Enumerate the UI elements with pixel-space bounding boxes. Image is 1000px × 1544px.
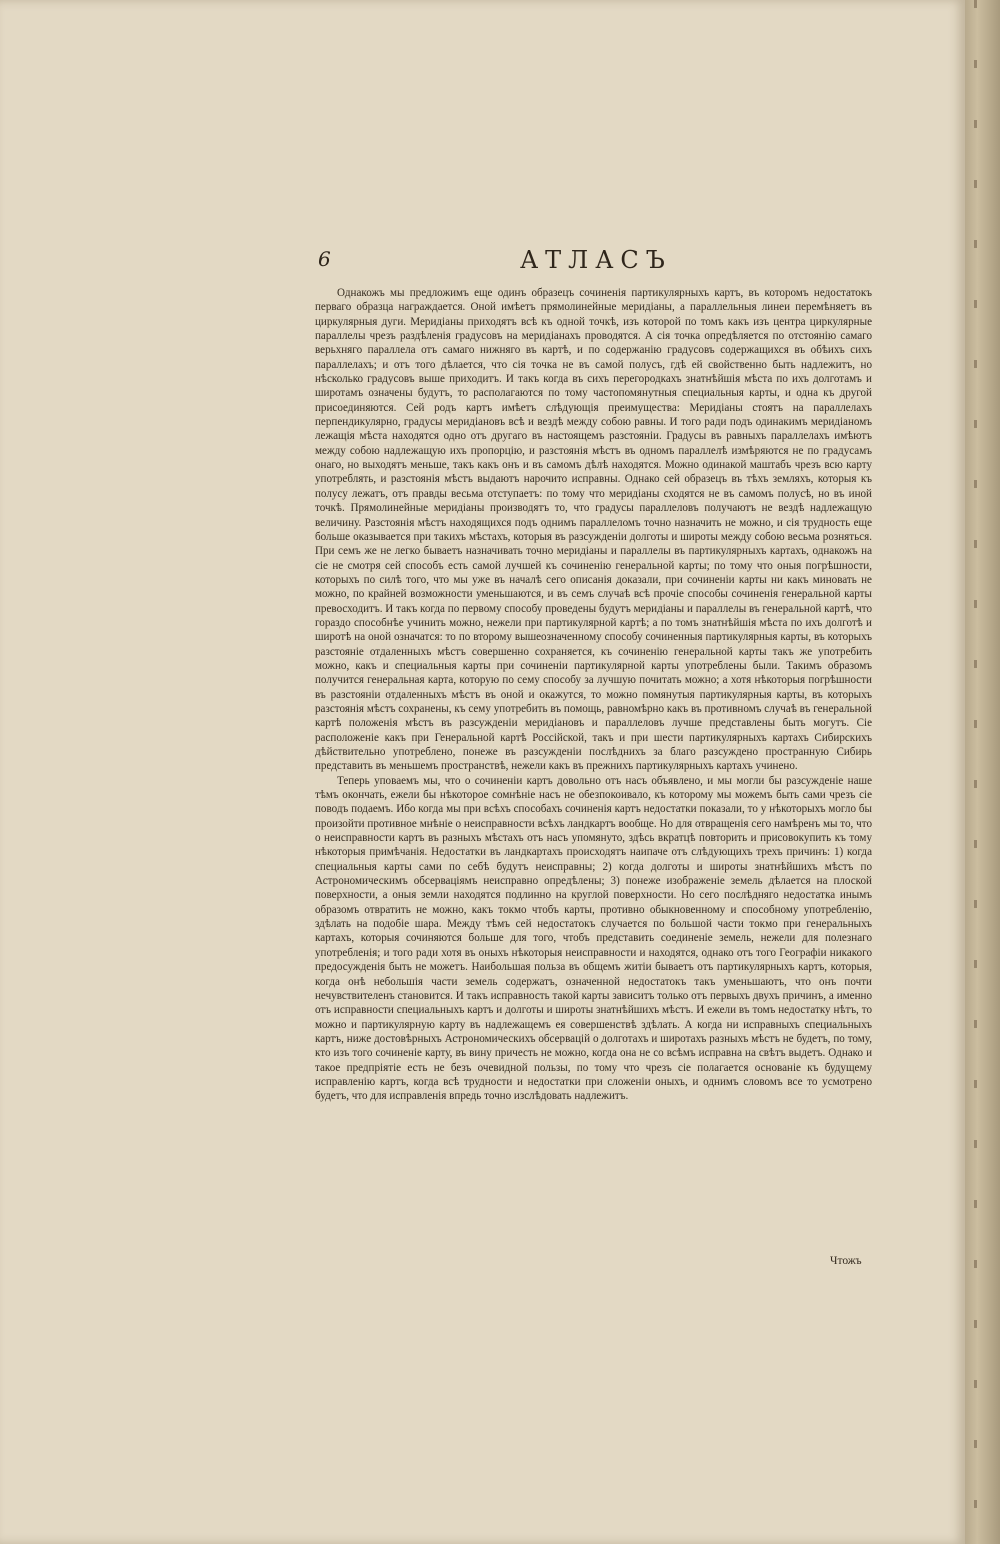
paragraph-2: Теперь уповаемъ мы, что о сочиненіи картъ довольно отъ насъ объявлено, и мы могли бы разсужденіе наше тѣмъ окончать, ежели бы нѣкоторое сомнѣніе насъ не обезпокоивало, къ которому мы можемъ быть сами чрезъ сіе поводъ подаемъ. Ибо когда мы при всѣхъ способахъ сочиненія картъ недостатки показали, то у нѣкоторыхъ могло бы произойти противное мнѣніе о неисправности всѣхъ ландкартъ вообще. Но для отвращенія сего намѣренъ мы то, что о неисправности картъ въ разныхъ мѣстахъ отъ насъ упомянуто, здѣсь вкратцѣ повторить и присовокупить къ тому нѣкоторыя примѣчанія. Недостатки въ ландкартахъ происходятъ наипаче отъ слѣдующихъ трехъ причинъ: 1) когда специальныя карты сами по себѣ будутъ неисправны; 2) когда долготы и широты знатнѣйшихъ мѣстъ по Астрономическимъ обсерваціямъ неисправно опредѣлены; 3) понеже изображеніе земель дѣлается на плоской поверхности, а оныя земли находятся подлинно на круглой поверхности. Но сего послѣдняго недостатка инымъ образомъ отвратить не можно, какъ токмо чтобъ карты, противно обыкновенному и способному употребленію, здѣлать на подобіе шара. Между тѣмъ сей недостатокъ случается по большой части токмо при генеральныхъ картахъ, которыя сочиняются больше для того, чтобъ представить соединеніе земель, нежели для полезнаго употребленія; и того ради хотя въ оныхъ нѣкоторыя неисправности и находятся, однако отъ того Географіи никакого предосужденія быть не можетъ. Наибольшая польза въ общемъ житіи бываетъ отъ партикулярныхъ картъ, которыя, когда онѣ небольшія части земель содержатъ, означенной недостатокъ такъ уменьшаютъ, что онъ почти нечувствителенъ становится. И такъ исправность такой карты зависитъ только отъ первыхъ двухъ причинъ, а именно отъ исправности специальныхъ картъ и долготы и широты знатнѣйшихъ мѣстъ. И ежели въ томъ недостатку нѣтъ, то можно и партикулярную карту въ надлежащемъ ея совершенствѣ здѣлать. А когда ни исправныхъ специальныхъ картъ, ниже достовѣрныхъ Астрономическихъ обсервацій о долготахъ и широтахъ разныхъ мѣстъ не будетъ, по тому, кто изъ того сочиненіе карту, въ вину причесть не можно, когда она не со всѣмъ исправна на свѣтъ выдетъ. Однако и такое предпріятіе есть не безъ очевидной пользы, по тому что чрезъ сіе полагается основаніе къ будущему исправленію картъ, когда всѣ трудности и недостатки при сложеніи оныхъ, и однимъ словомъ все то усмотрено будетъ, что для исправленія впредь точно изслѣдовать надлежитъ.	[315, 774, 872, 1103]
running-title: АТЛАСЪ	[520, 246, 672, 274]
page-number: 6	[318, 247, 331, 271]
paragraph-1: Однакожъ мы предложимъ еще одинъ образецъ сочиненія партикулярныхъ картъ, въ которомъ недостатокъ перваго образца награждается. Оной имѣетъ прямолинейные меридіаны, а параллельныя линеи перемѣняетъ въ циркулярныя дуги. Меридіаны приходятъ всѣ къ одной точкѣ, изъ которой по томъ какъ изъ центра циркулярные параллелы чрезъ раздѣленія градусовъ на меридіанахъ проводятся. А сія точка опредѣляется по отстоянію самаго верьхняго параллела отъ самаго нижняго въ картѣ, и по содержанію градусовъ содержащихся въ обѣихъ сихъ параллелахъ; и отъ того дѣлается, что сія точка не въ самой полусъ, гдѣ ей свойственно быть надлежитъ, но нѣсколько градусовъ выше приходитъ. И такъ когда въ сихъ перегородкахъ знатнѣйшія мѣста по ихъ долготамъ и широтамъ означены будутъ, то располагаются по тому частопомянутныя специальныя карты, и одна къ другой присоединяются. Сей родъ картъ имѣетъ слѣдующія преимущества: Меридіаны стоятъ на параллелахъ перпендикулярно, градусы меридіановъ всѣ и вездѣ между собою равны. И того ради подъ одинакимъ меридіаномъ лежащія мѣста находятся одно отъ другаго въ настоящемъ разстояніи. Градусы въ равныхъ параллелахъ имѣютъ между собою надлежащую ихъ пропорцію, и разстоянія мѣстъ въ одномъ параллелѣ измѣряются не по градусамъ онаго, но выходятъ меньше, такъ какъ онъ и въ самомъ дѣлѣ находятся. Можно одинакой маштабъ чрезъ всю карту употреблять, и разстоянія мѣстъ выдаютъ нарочито исправны. Однако сей образецъ въ тѣхъ земляхъ, которыя къ полусу лежатъ, отъ правды весьма отступаетъ: по тому что меридіаны сходятся не въ самомъ полусѣ, но въ иной точкѣ. Прямолинейные меридіаны производятъ то, что градусы параллеловъ получаютъ не вездѣ надлежащую величину. Разстоянія мѣстъ находящихся подъ однимъ параллеломъ точно назначить не можно, и сія трудность еще больше оказывается при такихъ мѣстахъ, которыя въ разсужденіи долготы и широты между собою весьма розняться. При семъ же не легко бываетъ назначивать точно меридіаны и параллелы въ партикулярныхъ картахъ, однакожъ на сіе не смотря сей способъ есть самой лучшей къ сочиненію генеральной карты; по тому что оныя погрѣшности, которыхъ по силѣ того, что мы уже въ началѣ сего описанія доказали, при сочиненіи карты ни какъ миновать не можно, по крайней возможности уменьшаются, и въ семъ случаѣ всѣ прочіе способы сочиненія генеральной карты превосходитъ. И такъ когда по первому способу проведены будутъ меридіаны и параллелы въ генеральной картѣ, что гораздо способнѣе учинить можно, нежели при партикулярной картѣ; а по томъ знатнѣйшія мѣста по ихъ долготѣ и широтѣ на оной означатся: то по второму вышеозначенному способу сочиненныя партикулярныя карты, въ которыхъ разстояніе отдаленныхъ мѣстъ совершенно сохраняется, къ сочиненію генеральной карты такъ же употребить можно, какъ и специальныя карты при сочиненіи партикулярной карты употреблены были. Такимъ образомъ получится генеральная карта, которую по сему способу за лучшую почитать можно; а хотя нѣкоторыя погрѣшности въ разстояніи отдаленныхъ мѣстъ въ оной и окажутся, то можно помянутыя партикулярныя карты, въ которыхъ разстоянія мѣстъ сохранены, къ сему употребить въ помощь, равномѣрно какъ въ противномъ случаѣ въ генеральной картѣ положенія мѣстъ въ разсужденіи меридіановъ и параллеловъ лучше представлены быть могутъ. Сіе расположеніе какъ при Генеральной картѣ Россійской, такъ и при шести партикулярныхъ картахъ Сибирскихъ дѣйствительно употреблено, понеже въ разсужденіи послѣднихъ за благо разсуждено пространную Сибирь представить въ меньшемъ пространствѣ, нежели какъ въ прежнихъ партикулярныхъ картахъ учинено.	[315, 287, 872, 773]
page-edge	[965, 0, 1000, 1544]
body-text	[315, 286, 872, 1104]
catchword: Чтожъ	[830, 1255, 862, 1267]
scan-edge-marks	[974, 0, 977, 1544]
